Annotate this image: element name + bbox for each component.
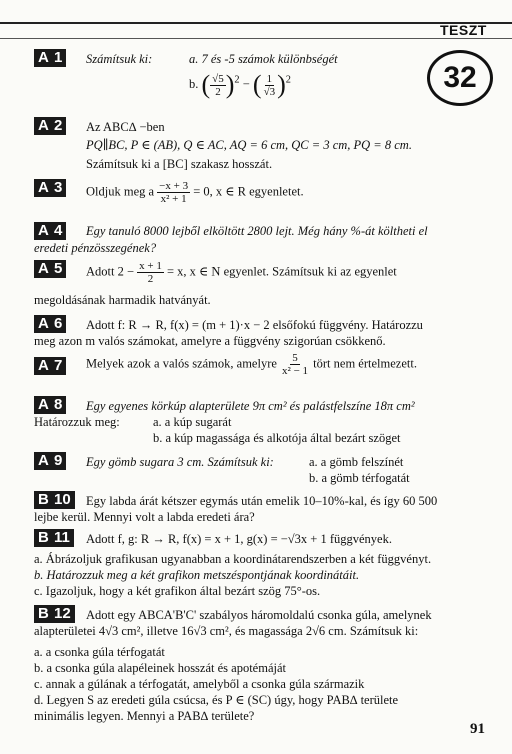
problem-3-text: Oldjuk meg a $\frac{-x + 3}{\text{x² + 1}}$ = 0, x ∈ R egyenletet. (86, 180, 304, 205)
problem-8-part-a: a. a kúp sugarát (153, 415, 232, 429)
problem-tag-a3: A 3 (34, 179, 66, 197)
problem-tag-a6: A 6 (34, 315, 66, 333)
problem-10-line-1: Egy labda árát kétszer egymás után emelik 10–10%-kal, és így 60 500 (86, 494, 438, 508)
problem-6-line-1: Adott f: R → R, f(x) = (m + 1)·x − 2 elsőfokú függvény. Határozzu (86, 318, 423, 332)
problem-12-part-a: a. a csonka gúla térfogatát (34, 645, 165, 659)
problem-tag-a1: A 1 (34, 49, 66, 67)
problem-11-part-c: c. Igazoljuk, hogy a két grafikon által bezárt szög 75°-os. (34, 584, 321, 598)
problem-6-line-2: meg azon m valós számokat, amelyre a függvény szigorúan csökkenő. (34, 334, 386, 348)
problem-5-line-2: megoldásának harmadik hatványát. (34, 293, 211, 307)
problem-4-line-1: Egy tanuló 8000 lejből elköltött 2800 lejt. Még hány %-át költheti el (86, 224, 428, 238)
header-rule-lower (0, 38, 512, 39)
test-number-badge: 32 (427, 50, 493, 106)
problem-9-part-a: a. a gömb felszínét (309, 455, 404, 469)
problem-12-part-d-line-1: d. Legyen S az eredeti gúla csúcsa, és P ∈ (SC) úgy, hogy PAB∆ területe (34, 693, 399, 707)
problem-8-part-b: b. a kúp magassága és alkotója által bezárt szöget (153, 431, 401, 445)
problem-8-line-1: Egy egyenes körkúp alapterülete 9π cm² és palástfelszíne 18π cm² (86, 399, 415, 413)
problem-tag-b12: B 12 (34, 605, 75, 623)
problem-7-text: Melyek azok a valós számok, amelyre $\frac{5}{\text{x² − 1}}$ tört nem értelmezett. (86, 352, 417, 377)
problem-tag-a7: A 7 (34, 357, 66, 375)
header-rule (0, 22, 512, 24)
problem-12-line-1: Adott egy ABCA'B'C' szabályos háromoldalú csonka gúla, amelynek (86, 608, 432, 622)
header-title: TESZT (440, 22, 487, 38)
problem-11-part-a: a. Ábrázoljuk grafikusan ugyanabban a koordinátarendszerben a két függvényt. (34, 552, 432, 566)
problem-tag-b11: B 11 (34, 529, 74, 547)
problem-8-line-2: Határozzuk meg: (34, 415, 120, 429)
problem-1-part-a: a. 7 és -5 számok különbségét (189, 52, 338, 66)
problem-5-line-1: Adott 2 − $\frac{x + 1}{2}$ = x, x ∈ N egyenlet. Számítsuk ki az egyenlet (86, 260, 397, 285)
problem-1-part-b: b. ( $\frac{√5}{2}$ )$^2$ − ( $\frac{1}{√3}$ )$^2$ (189, 70, 291, 99)
page-number: 91 (470, 721, 485, 737)
problem-tag-a5: A 5 (34, 260, 66, 278)
problem-tag-b10: B 10 (34, 491, 75, 509)
problem-tag-a2: A 2 (34, 117, 66, 135)
problem-2-line-1: Az ABC∆ −ben (86, 120, 165, 134)
problem-1-intro: Számítsuk ki: (86, 52, 153, 66)
problem-tag-a4: A 4 (34, 222, 66, 240)
problem-2-line-3: Számítsuk ki a [BC] szakasz hosszát. (86, 157, 273, 171)
problem-12-part-d-line-2: minimális legyen. Mennyi a PAB∆ területe? (34, 709, 255, 723)
problem-10-line-2: lejbe kerül. Mennyi volt a labda eredeti ára? (34, 510, 255, 524)
problem-12-line-2: alapterületei 4√3 cm², illetve 16√3 cm², és magassága 2√6 cm. Számítsuk ki: (34, 624, 419, 638)
problem-11-part-b: b. Határozzuk meg a két grafikon metszéspontjának koordinátáit. (34, 568, 360, 582)
problem-12-part-c: c. annak a gúlának a térfogatát, amelyből a csonka gúla származik (34, 677, 365, 691)
problem-9-line-1: Egy gömb sugara 3 cm. Számítsuk ki: (86, 455, 274, 469)
problem-tag-a9: A 9 (34, 452, 66, 470)
problem-4-line-2: eredeti pénzösszegének? (34, 241, 157, 255)
problem-tag-a8: A 8 (34, 396, 66, 414)
problem-9-part-b: b. a gömb térfogatát (309, 471, 410, 485)
problem-11-line-1: Adott f, g: R → R, f(x) = x + 1, g(x) = −√3x + 1 függvények. (86, 532, 392, 546)
problem-12-part-b: b. a csonka gúla alapéleinek hosszát és apotémáját (34, 661, 286, 675)
problem-2-line-2: PQ∥BC, P ∈ (AB), Q ∈ AC, AQ = 6 cm, QC = 3 cm, PQ = 8 cm. (86, 138, 412, 152)
